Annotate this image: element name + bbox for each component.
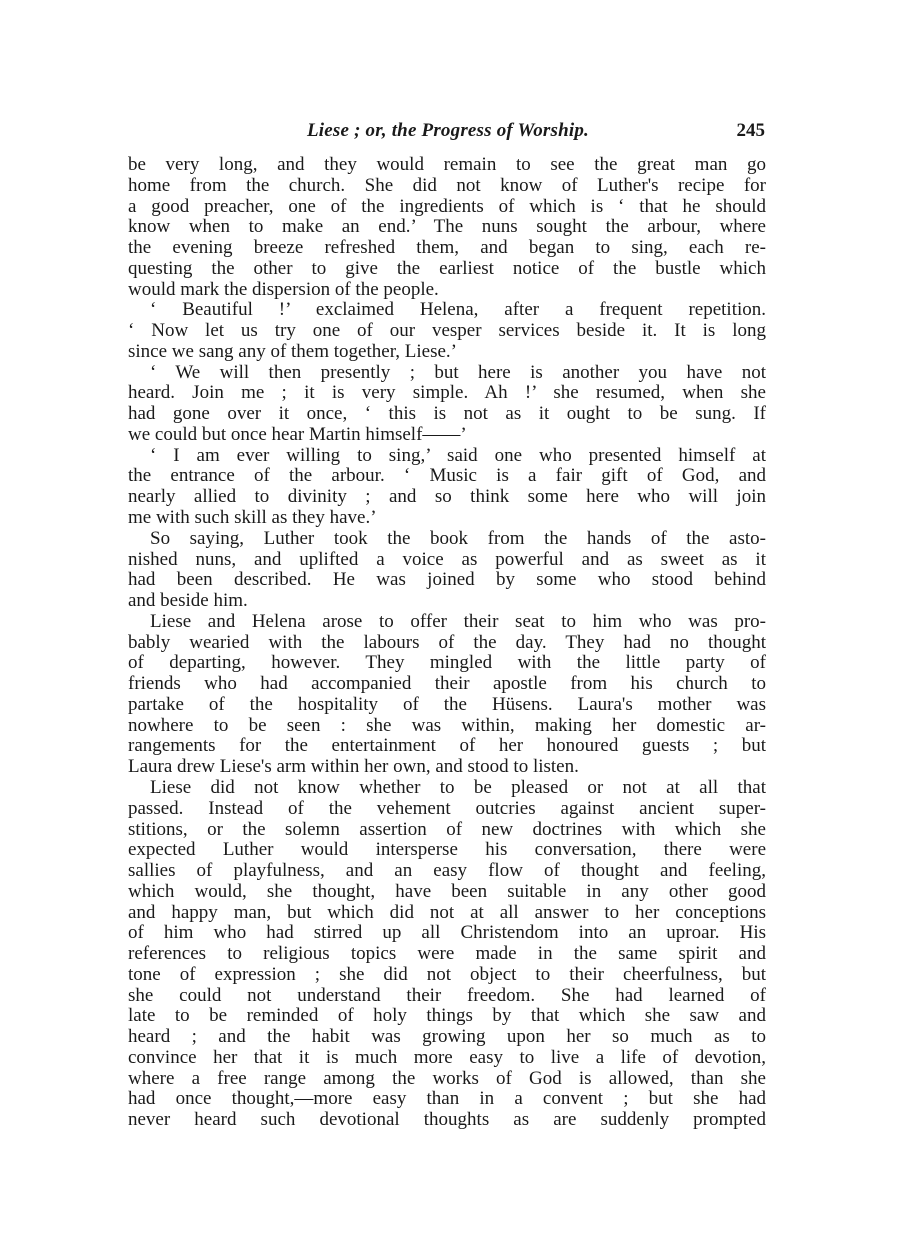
text-line: Liese and Helena arose to offer their seat to him who was pro- — [150, 610, 766, 632]
text-line: we could but once hear Martin himself——’ — [128, 423, 467, 445]
page-header — [128, 120, 768, 150]
body-text — [128, 155, 766, 1131]
text-line: me with such skill as they have.’ — [128, 507, 377, 529]
text-line: she could not understand their freedom. She had learned of — [128, 984, 766, 1006]
text-line: references to religious topics were made in the same spirit and — [128, 943, 766, 965]
text-line: had been described. He was joined by some who stood behind — [128, 569, 766, 591]
text-line: nished nuns, and uplifted a voice as powerful and as sweet as it — [128, 548, 766, 570]
text-line: sallies of playfulness, and an easy flow of thought and feeling, — [128, 860, 766, 882]
text-line: would mark the dispersion of the people. — [128, 278, 439, 300]
text-line: had gone over it once, ‘ this is not as it ought to be sung. If — [128, 403, 766, 425]
text-line: had once thought,—more easy than in a convent ; but she had — [128, 1088, 766, 1110]
text-line: heard. Join me ; it is very simple. Ah !’ she resumed, when she — [128, 382, 766, 404]
text-line: ‘ I am ever willing to sing,’ said one who presented himself at — [150, 444, 766, 466]
text-line: questing the other to give the earliest notice of the bustle which — [128, 257, 766, 279]
text-line: rangements for the entertainment of her honoured guests ; but — [128, 735, 766, 757]
text-line: be very long, and they would remain to see the great man go — [128, 154, 766, 175]
text-line: expected Luther would intersperse his conversation, there were — [128, 839, 766, 861]
text-line: where a free range among the works of God is allowed, than she — [128, 1067, 766, 1089]
text-line: convince her that it is much more easy to live a life of devotion, — [128, 1046, 766, 1068]
text-line: of him who had stirred up all Christendom into an uproar. His — [128, 922, 766, 944]
text-line: of departing, however. They mingled with the little party of — [128, 652, 766, 674]
text-line: the evening breeze refreshed them, and began to sing, each re- — [128, 237, 766, 259]
text-line: late to be reminded of holy things by that which she saw and — [128, 1005, 766, 1027]
text-line: never heard such devotional thoughts as are suddenly prompted — [128, 1109, 766, 1131]
text-line: So saying, Luther took the book from the hands of the asto- — [150, 527, 766, 549]
page-number: 245 — [736, 120, 765, 141]
running-head: Liese ; or, the Progress of Worship. — [306, 120, 589, 141]
text-line: stitions, or the solemn assertion of new doctrines with which she — [128, 818, 766, 840]
text-line: and happy man, but which did not at all answer to her conceptions — [128, 901, 766, 923]
text-line: know when to make an end.’ The nuns sought the arbour, where — [128, 216, 766, 238]
text-line: ‘ Beautiful !’ exclaimed Helena, after a frequent repetition. — [150, 299, 766, 321]
text-line: which would, she thought, have been suitable in any other good — [128, 880, 766, 902]
text-line: partake of the hospitality of the Hüsens. Laura's mother was — [128, 693, 766, 715]
text-line: ‘ Now let us try one of our vesper services beside it. It is long — [128, 320, 766, 342]
text-line: the entrance of the arbour. ‘ Music is a fair gift of God, and — [128, 465, 766, 487]
text-line: and beside him. — [128, 590, 248, 612]
text-line: since we sang any of them together, Liese.’ — [128, 340, 457, 362]
text-line: nowhere to be seen : she was within, making her domestic ar- — [128, 714, 766, 736]
text-line: tone of expression ; she did not object to their cheerfulness, but — [128, 963, 766, 985]
text-line: passed. Instead of the vehement outcries against ancient super- — [128, 797, 766, 819]
text-line: friends who had accompanied their apostle from his church to — [128, 673, 766, 695]
text-line: a good preacher, one of the ingredients of which is ‘ that he should — [128, 195, 766, 217]
text-line: Liese did not know whether to be pleased or not at all that — [150, 776, 766, 798]
text-line: heard ; and the habit was growing upon her so much as to — [128, 1026, 766, 1048]
text-line: home from the church. She did not know of Luther's recipe for — [128, 174, 766, 196]
text-line: Laura drew Liese's arm within her own, and stood to listen. — [128, 756, 579, 778]
text-line: bably wearied with the labours of the day. They had no thought — [128, 631, 766, 653]
text-line: ‘ We will then presently ; but here is another you have not — [150, 361, 766, 383]
text-line: nearly allied to divinity ; and so think some here who will join — [128, 486, 766, 508]
